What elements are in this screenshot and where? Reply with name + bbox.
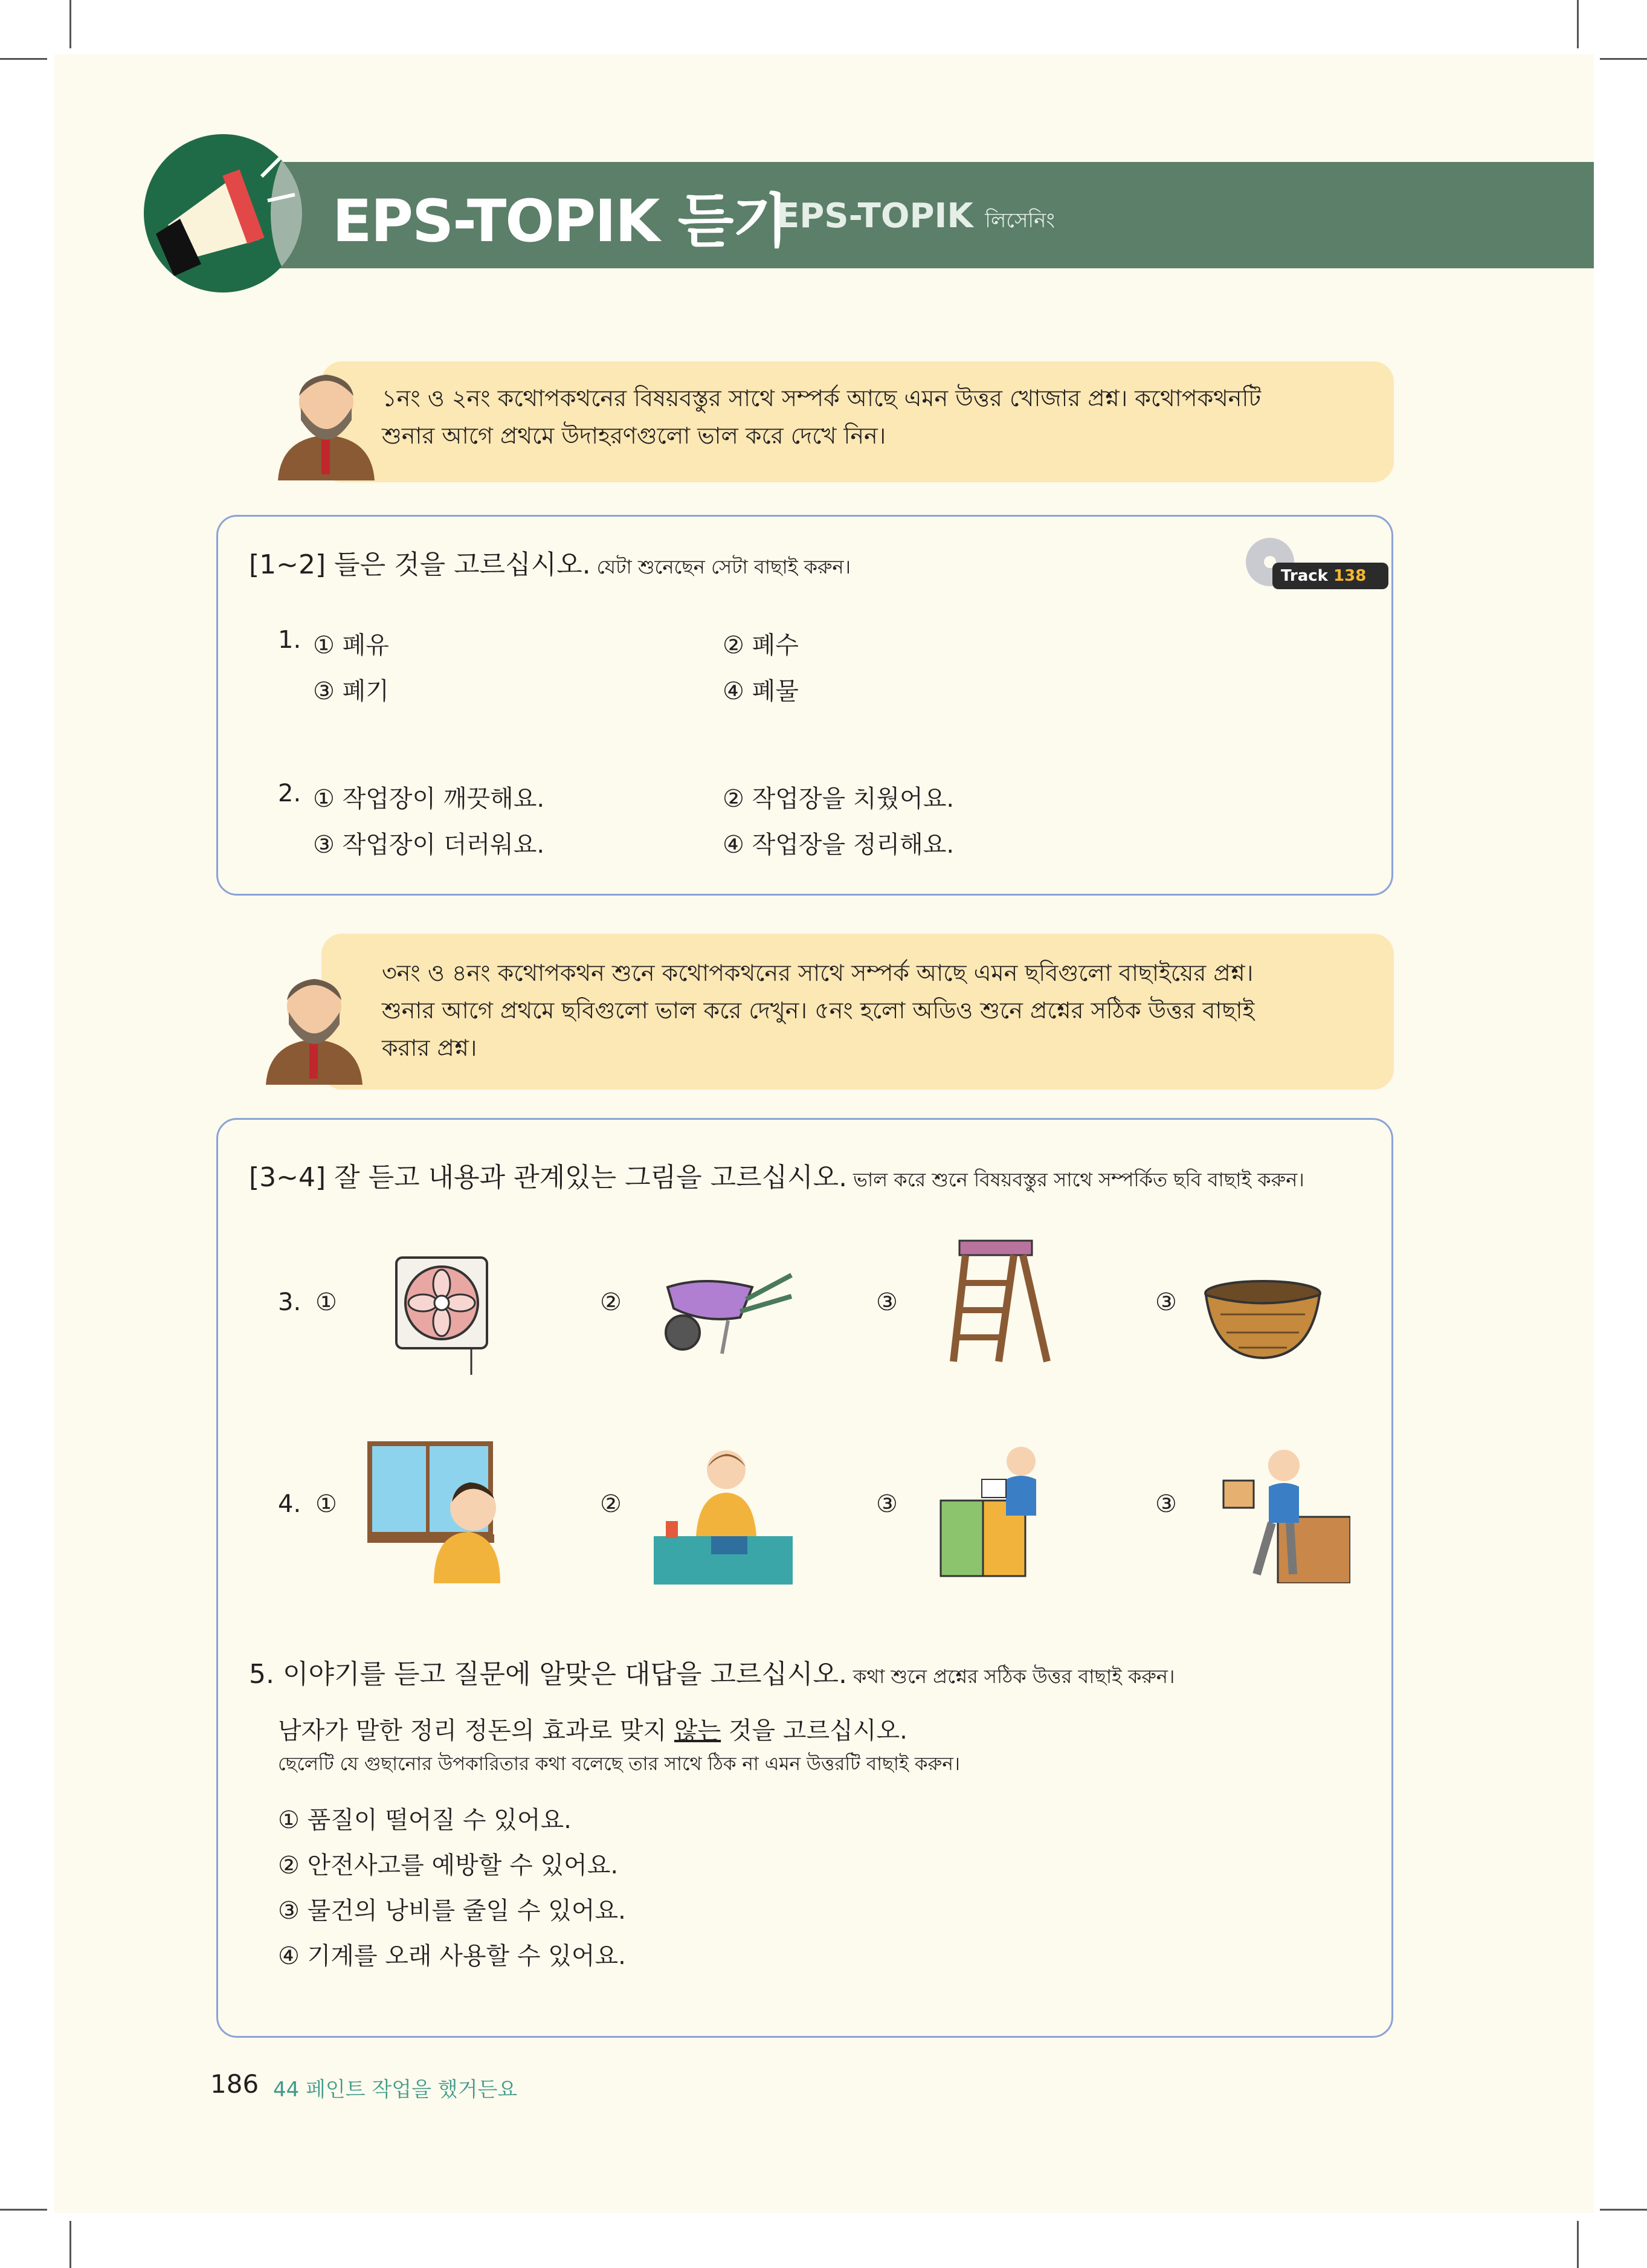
question-number: 2. <box>278 780 301 807</box>
track-badge: Track 138 <box>1245 537 1353 591</box>
opening-window-icon[interactable] <box>367 1441 506 1583</box>
q3-marker-1[interactable]: ① <box>315 1288 337 1316</box>
tip-bubble-2 <box>321 934 1394 1090</box>
worker-at-bench-icon[interactable] <box>654 1446 799 1585</box>
professor-icon <box>266 354 387 480</box>
q3-marker-2[interactable]: ② <box>600 1288 622 1316</box>
page-number: 186 <box>210 2069 259 2099</box>
recycling-bins-icon[interactable] <box>940 1443 1048 1579</box>
q5-option-2[interactable]: ② 안전사고를 예방할 수 있어요. <box>278 1852 619 1879</box>
crop-mark <box>1577 2221 1579 2268</box>
question-number: 4. <box>278 1490 301 1518</box>
q5-option-3[interactable]: ③ 물건의 낭비를 줄일 수 있어요. <box>278 1897 626 1925</box>
q3-marker-4[interactable]: ③ <box>1155 1288 1177 1316</box>
q5-option-4[interactable]: ④ 기계를 오래 사용할 수 있어요. <box>278 1942 626 1970</box>
page-subtitle: EPS-TOPIK লিসেনিং <box>776 196 1056 236</box>
q5-heading: 5. 이야기를 듣고 질문에 알맞은 대답을 고르십시오. কথা শুনে প্রশ্নের সঠিক উত্তর বাছাই করুন। <box>249 1659 1175 1690</box>
carrying-boxes-icon[interactable] <box>1220 1444 1350 1583</box>
q2-option-1[interactable]: ① 작업장이 깨끗해요. <box>313 785 545 813</box>
wheelbarrow-icon[interactable] <box>656 1263 801 1360</box>
q1-option-4[interactable]: ④ 폐물 <box>723 677 799 705</box>
tip-line: শুনার আগে প্রথমে উদাহরণগুলো ভাল করে দেখে নিন। <box>382 422 886 449</box>
crop-mark <box>1600 2209 1647 2211</box>
q5-question: 남자가 말한 정리 정돈의 효과로 맞지 않는 것을 고르십시오. <box>278 1717 907 1745</box>
q2-option-4[interactable]: ④ 작업장을 정리해요. <box>723 831 955 859</box>
q4-marker-1[interactable]: ① <box>315 1490 337 1518</box>
question-number: 1. <box>278 626 301 654</box>
crop-mark <box>0 58 47 60</box>
q2-option-3[interactable]: ③ 작업장이 더러워요. <box>313 831 545 859</box>
ventilation-fan-icon[interactable] <box>393 1254 495 1381</box>
crop-mark <box>1600 58 1647 60</box>
q1-option-3[interactable]: ③ 폐기 <box>313 677 389 705</box>
ladder-icon[interactable] <box>947 1238 1056 1365</box>
professor-icon <box>254 958 375 1085</box>
tip-line: ১নং ও ২নং কথোপকথনের বিষয়বস্তুর সাথে সম্পর্ক আছে এমন উত্তর খোজার প্রশ্ন। কথোপকথনটি <box>382 385 1262 412</box>
crop-mark <box>69 0 71 48</box>
q4-marker-2[interactable]: ② <box>600 1490 622 1518</box>
tip-line: ৩নং ও ৪নং কথোপকথন শুনে কথোপকথনের সাথে সম্পর্ক আছে এমন ছবিগুলো বাছাইয়ের প্রশ্ন। <box>382 960 1254 986</box>
page-title: EPS-TOPIK 듣기 <box>332 187 788 255</box>
q1-option-2[interactable]: ② 폐수 <box>723 632 799 659</box>
q4-marker-4[interactable]: ③ <box>1155 1490 1177 1518</box>
q4-marker-3[interactable]: ③ <box>876 1490 898 1518</box>
q5-question-bn: ছেলেটি যে গুছানোর উপকারিতার কথা বলেছে তার সাথে ঠিক না এমন উত্তরটি বাছাই করুন। <box>278 1753 960 1775</box>
track-number: 138 <box>1333 567 1367 585</box>
q3-marker-3[interactable]: ③ <box>876 1288 898 1316</box>
section1-heading: [1~2] 들은 것을 고르십시오. যেটা শুনেছেন সেটা বাছাই করুন। <box>249 549 851 580</box>
q5-option-1[interactable]: ① 품질이 떨어질 수 있어요. <box>278 1806 572 1834</box>
section2-heading: [3~4] 잘 듣고 내용과 관계있는 그림을 고르십시오. ভাল করে শুনে বিষয়বস্তুর সাথে সম্পর্কিত ছবি বাছাই করুন। <box>249 1162 1304 1193</box>
tip-line: করার প্রশ্ন। <box>382 1035 477 1061</box>
chapter-title: 44 페인트 작업을 했거든요 <box>273 2078 518 2102</box>
tip-bubble-1 <box>321 361 1394 482</box>
tip-line: শুনার আগে প্রথমে ছবিগুলো ভাল করে দেখুন। ৫নং হলো অডিও শুনে প্রশ্নের সঠিক উত্তর বাছাই <box>382 997 1255 1024</box>
crop-mark <box>69 2221 71 2268</box>
basket-icon[interactable] <box>1202 1278 1323 1363</box>
question-number: 3. <box>278 1288 301 1316</box>
q1-option-1[interactable]: ① 폐유 <box>313 632 389 659</box>
megaphone-logo-icon <box>144 134 302 292</box>
crop-mark <box>0 2209 47 2211</box>
crop-mark <box>1577 0 1579 48</box>
q2-option-2[interactable]: ② 작업장을 치웠어요. <box>723 785 955 813</box>
